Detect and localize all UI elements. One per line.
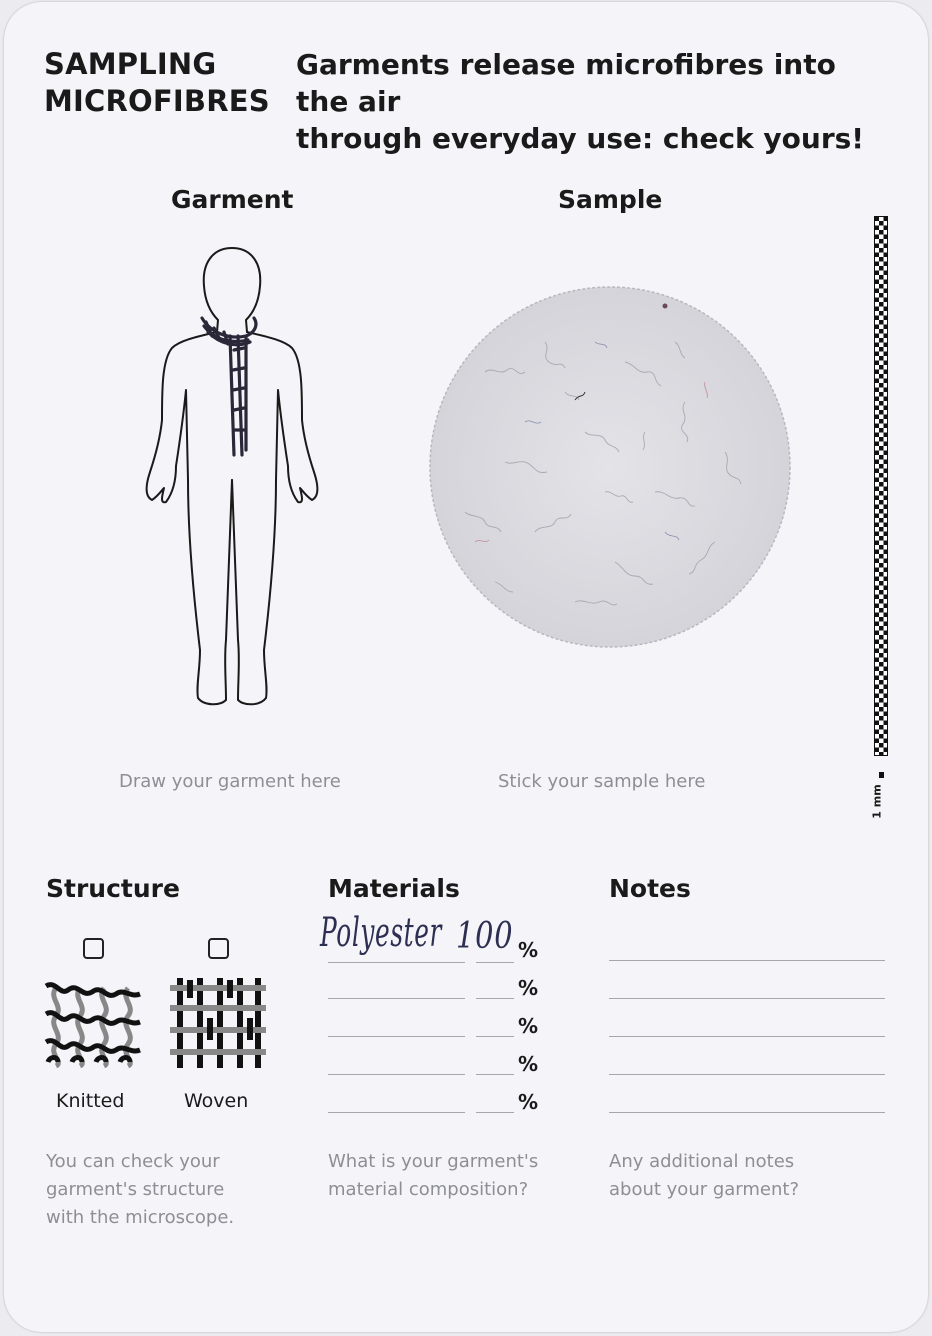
structure-hint (46, 1148, 234, 1232)
structure-hint-line-2: garment's structure (46, 1179, 225, 1200)
material-row-2-name-line[interactable] (328, 998, 465, 999)
notes-line-3[interactable] (609, 1036, 885, 1037)
notes-line-1[interactable] (609, 960, 885, 961)
notes-hint-line-2: about your garment? (609, 1179, 800, 1200)
notes-line-2[interactable] (609, 998, 885, 999)
person-outline-with-scarf-icon[interactable] (140, 240, 325, 715)
title-line-1: SAMPLING (44, 47, 217, 81)
material-row-4-unit: % (518, 1052, 539, 1076)
scale-label: 1 mm (870, 784, 884, 819)
garment-heading: Garment (171, 185, 294, 214)
structure-heading: Structure (46, 874, 180, 903)
material-row-1-unit: % (518, 938, 539, 962)
sample-heading: Sample (558, 185, 663, 214)
material-row-1-name[interactable]: Polyester (320, 910, 443, 956)
notes-line-5[interactable] (609, 1112, 885, 1113)
tagline-line-2: through everyday use: check yours! (296, 122, 865, 155)
knitted-label: Knitted (56, 1090, 125, 1112)
knit-pattern-icon (44, 978, 142, 1068)
tagline-line-1: Garments release microfibres into the air (296, 48, 836, 118)
notes-heading: Notes (609, 874, 691, 903)
woven-pattern-icon (170, 978, 266, 1068)
notes-hint-line-1: Any additional notes (609, 1151, 795, 1172)
structure-hint-line-1: You can check your (46, 1151, 220, 1172)
materials-hint (328, 1148, 538, 1204)
material-row-5-percent-line[interactable] (476, 1112, 514, 1113)
notes-hint (609, 1148, 799, 1204)
knitted-checkbox[interactable] (83, 938, 104, 959)
materials-hint-line-1: What is your garment's (328, 1151, 539, 1172)
material-row-3-unit: % (518, 1014, 539, 1038)
sample-hint: Stick your sample here (498, 771, 706, 792)
material-row-5-unit: % (518, 1090, 539, 1114)
material-row-1-percent[interactable]: 100 (456, 916, 514, 957)
scale-unit-mark (879, 772, 884, 778)
woven-checkbox[interactable] (208, 938, 229, 959)
title-line-2: MICROFIBRES (44, 84, 270, 118)
material-row-5-name-line[interactable] (328, 1112, 465, 1113)
material-row-3-percent-line[interactable] (476, 1036, 514, 1037)
card-title (44, 46, 270, 120)
material-row-2-percent-line[interactable] (476, 998, 514, 999)
sample-swatch[interactable] (425, 282, 795, 652)
materials-hint-line-2: material composition? (328, 1179, 529, 1200)
garment-hint: Draw your garment here (119, 771, 341, 792)
material-row-1-percent-line (476, 962, 514, 963)
material-row-1-name-line (328, 962, 465, 963)
card-tagline (296, 46, 896, 157)
notes-line-4[interactable] (609, 1074, 885, 1075)
material-row-4-name-line[interactable] (328, 1074, 465, 1075)
material-row-4-percent-line[interactable] (476, 1074, 514, 1075)
structure-hint-line-3: with the microscope. (46, 1207, 235, 1228)
material-row-2-unit: % (518, 976, 539, 1000)
materials-heading: Materials (328, 874, 460, 903)
material-row-3-name-line[interactable] (328, 1036, 465, 1037)
woven-label: Woven (184, 1090, 249, 1112)
checkered-scale-bar (874, 216, 888, 756)
